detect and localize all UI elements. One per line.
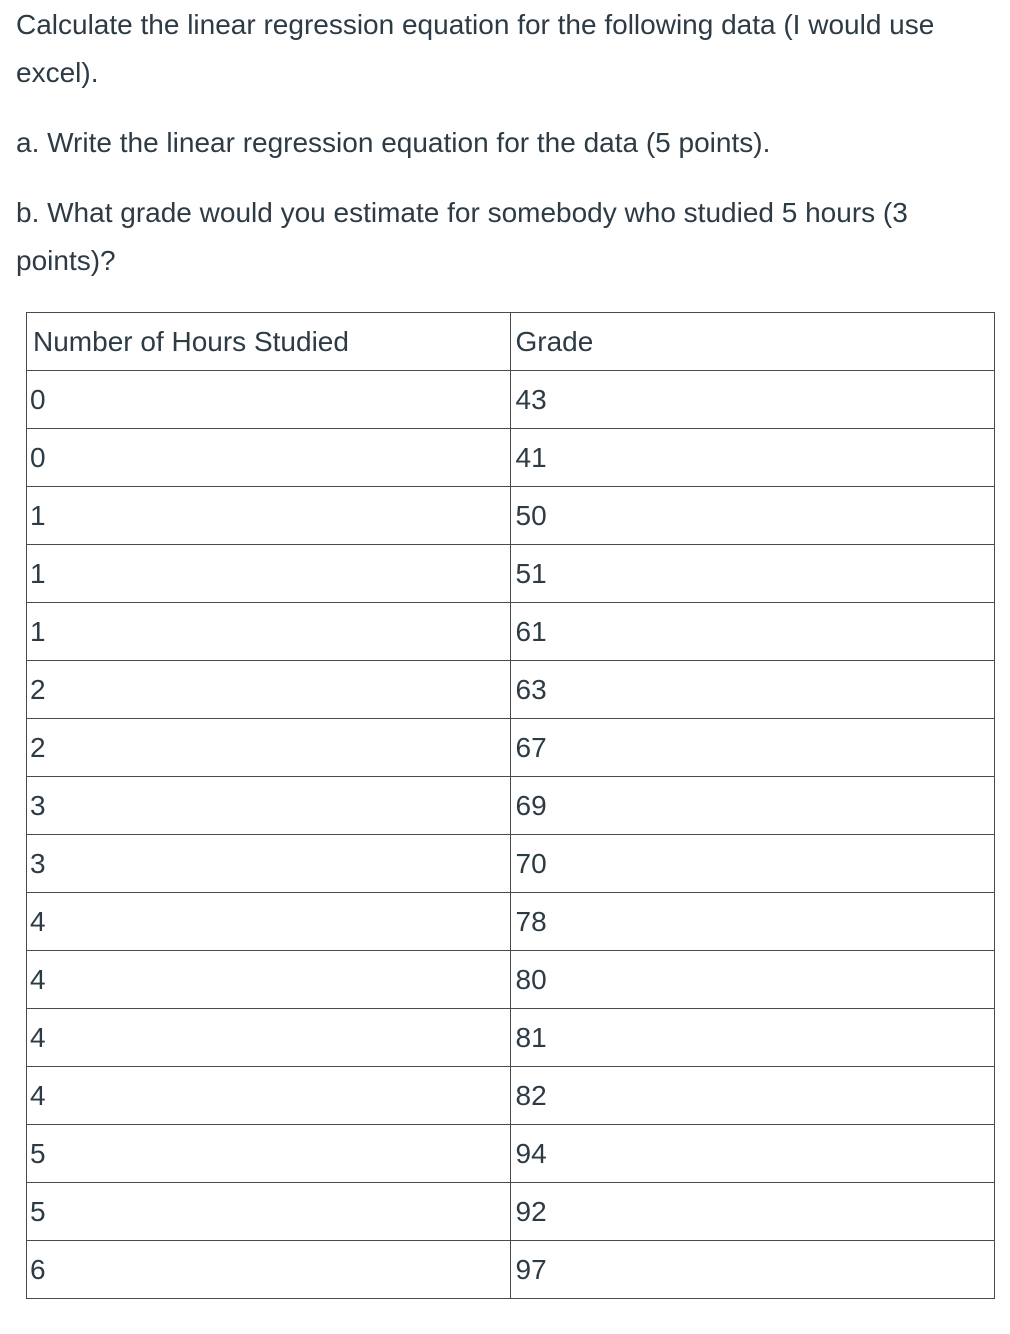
table-row [27,777,995,835]
question-text [16,0,991,285]
table-row [27,1125,995,1183]
cell-hours-studied: 4 [27,1009,511,1067]
cell-grade: 51 [510,545,995,603]
table-row [27,893,995,951]
table-row [27,603,995,661]
table-row [27,835,995,893]
cell-hours-studied: 4 [27,951,511,1009]
table-row [27,1241,995,1299]
table-row [27,371,995,429]
data-table [26,312,995,1299]
cell-hours-studied: 6 [27,1241,511,1299]
table-header-row [27,313,995,371]
cell-hours-studied: 1 [27,545,511,603]
cell-hours-studied: 1 [27,603,511,661]
cell-grade: 67 [510,719,995,777]
cell-grade: 97 [510,1241,995,1299]
cell-grade: 94 [510,1125,995,1183]
table-row [27,1067,995,1125]
table-row [27,1183,995,1241]
question-part-b: b. What grade would you estimate for somebody who studied 5 hours (3 points)? [16,197,908,276]
header-grade: Grade [510,313,995,371]
table-row [27,429,995,487]
cell-hours-studied: 2 [27,719,511,777]
table-header [27,313,995,371]
cell-grade: 92 [510,1183,995,1241]
cell-grade: 43 [510,371,995,429]
table-row [27,545,995,603]
cell-grade: 41 [510,429,995,487]
cell-hours-studied: 5 [27,1183,511,1241]
cell-grade: 81 [510,1009,995,1067]
cell-hours-studied: 4 [27,1067,511,1125]
cell-grade: 78 [510,893,995,951]
cell-grade: 63 [510,661,995,719]
table-row [27,1009,995,1067]
cell-hours-studied: 3 [27,835,511,893]
cell-grade: 69 [510,777,995,835]
table-row [27,719,995,777]
cell-hours-studied: 3 [27,777,511,835]
table-row [27,951,995,1009]
header-hours-studied: Number of Hours Studied [27,313,511,371]
cell-hours-studied: 0 [27,371,511,429]
table-row [27,487,995,545]
table-body [27,371,995,1299]
table-row [27,661,995,719]
cell-hours-studied: 0 [27,429,511,487]
question-intro: Calculate the linear regression equation for the following data (I would use excel). [16,9,935,88]
cell-hours-studied: 2 [27,661,511,719]
cell-hours-studied: 4 [27,893,511,951]
cell-grade: 50 [510,487,995,545]
cell-grade: 70 [510,835,995,893]
cell-hours-studied: 5 [27,1125,511,1183]
cell-grade: 80 [510,951,995,1009]
cell-grade: 61 [510,603,995,661]
cell-grade: 82 [510,1067,995,1125]
cell-hours-studied: 1 [27,487,511,545]
question-part-a: a. Write the linear regression equation for the data (5 points). [16,127,771,158]
